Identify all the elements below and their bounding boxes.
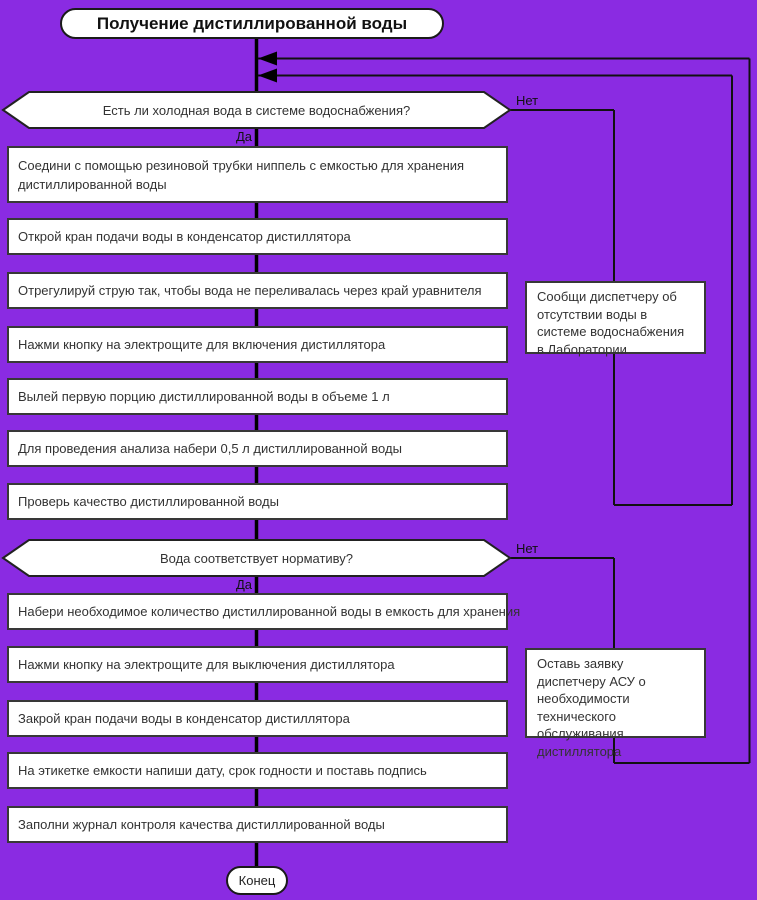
step-node-7: Проверь качество дистиллированной воды <box>7 483 508 520</box>
no-label-1: Нет <box>516 93 539 108</box>
decision-2-label: Вода соответствует нормативу? <box>159 550 354 566</box>
return-arrowhead-1-icon <box>258 69 277 83</box>
step-node-11: На этикетке емкости напиши дату, срок годности и поставь подпись <box>7 752 508 789</box>
yes-label-2: Да <box>235 577 252 592</box>
step-node-3: Отрегулируй струю так, чтобы вода не переливалась через край уравнителя <box>7 272 508 309</box>
step-node-6: Для проведения анализа набери 0,5 л дистиллированной воды <box>7 430 508 467</box>
step-node-4: Нажми кнопку на электрощите для включения дистиллятора <box>7 326 508 363</box>
no-label-2: Нет <box>516 541 539 556</box>
step-node-1: Соедини с помощью резиновой трубки ниппель с емкостью для хранения дистиллированной воды <box>7 146 508 203</box>
step-node-12: Заполни журнал контроля качества дистиллированной воды <box>7 806 508 843</box>
side-step-node-1: Сообщи диспетчеру об отсутствии воды в системе водоснабжения в Лаборатории <box>525 281 706 354</box>
decision-1-label: Есть ли холодная вода в системе водоснабжения? <box>102 102 411 118</box>
side-step-node-2: Оставь заявку диспетчеру АСУ о необходимости технического обслуживания дистиллятора <box>525 648 706 738</box>
yes-label-1: Да <box>235 129 252 144</box>
step-node-2: Открой кран подачи воды в конденсатор дистиллятора <box>7 218 508 255</box>
return-arrowhead-2-icon <box>258 52 277 66</box>
step-node-10: Закрой кран подачи воды в конденсатор дистиллятора <box>7 700 508 737</box>
end-node: Конец <box>226 866 288 895</box>
step-node-8: Набери необходимое количество дистиллированной воды в емкость для хранения <box>7 593 508 630</box>
step-node-5: Вылей первую порцию дистиллированной воды в объеме 1 л <box>7 378 508 415</box>
start-node-title: Получение дистиллированной воды <box>60 8 444 39</box>
step-node-9: Нажми кнопку на электрощите для выключения дистиллятора <box>7 646 508 683</box>
